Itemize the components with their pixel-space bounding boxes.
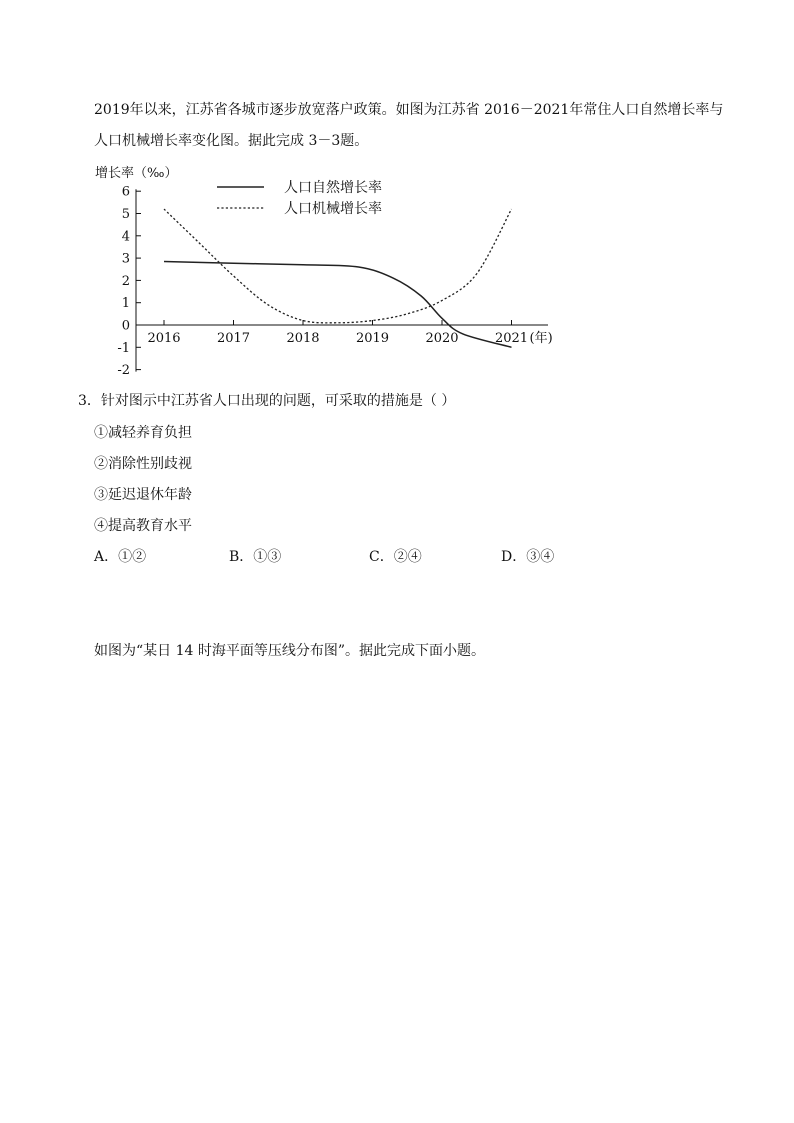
choice-b[interactable]: B．①③ [229,549,282,565]
growth-rate-chart [85,158,565,380]
y-axis-label: 增长率（‰） [95,166,178,181]
x-tick-label: 2020 [425,331,459,346]
y-tick-label: 2 [121,273,130,289]
option-3: ③延迟退休年龄 [94,487,192,503]
legend-label-migration: 人口机械增长率 [284,201,382,217]
y-tick-label: 4 [121,229,130,245]
choice-a[interactable]: A．①② [94,549,147,565]
y-tick-label: 6 [121,184,130,200]
x-axis-unit-label: (年) [529,331,553,346]
y-tick-label: -2 [117,363,130,379]
choice-c[interactable]: C．②④ [369,549,422,565]
growth-rate-chart-svg [85,158,565,380]
y-tick-label: -1 [117,340,130,356]
intro-paragraph: 2019年以来，江苏省各城市逐步放宽落户政策。如图为江苏省 2016－2021年常住人口自然增长率与人口机械增长率变化图。据此完成 3－3题。 [94,102,724,149]
x-tick-label: 2019 [355,331,390,346]
next-section-intro: 如图为“某日 14 时海平面等压线分布图”。据此完成下面小题。 [94,643,486,659]
option-4: ④提高教育水平 [94,518,192,534]
option-1: ①减轻养育负担 [94,425,192,441]
y-tick-label: 3 [121,251,130,267]
x-tick-label: 2018 [286,331,320,346]
legend-label-natural: 人口自然增长率 [284,180,382,196]
question-stem: 3．针对图示中江苏省人口出现的问题，可采取的措施是（ ） [78,393,456,409]
y-tick-label: 5 [121,207,130,222]
option-2: ②消除性别歧视 [94,456,192,472]
choice-d[interactable]: D．③④ [501,549,555,565]
y-tick-label: 1 [121,296,130,312]
x-tick-label: 2017 [216,331,251,346]
x-tick-label: 2016 [147,331,181,346]
y-tick-label: 0 [121,318,130,334]
x-tick-label: 2021 [494,331,529,346]
